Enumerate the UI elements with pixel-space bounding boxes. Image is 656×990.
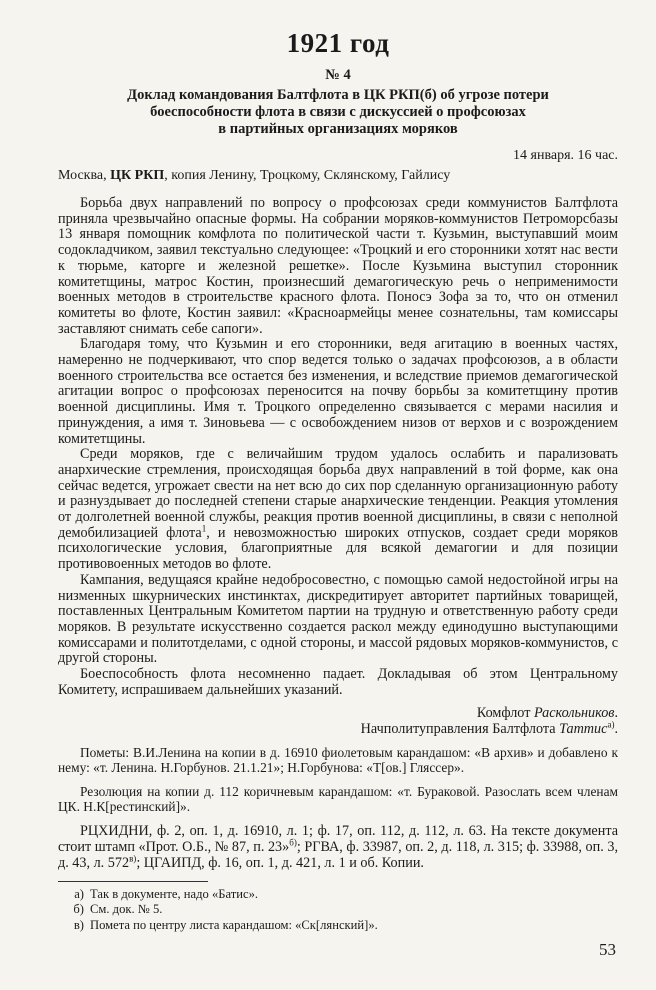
footnote (58, 902, 618, 918)
footnote-mark: б) (73, 902, 84, 916)
page-number: 53 (599, 940, 616, 959)
address-suffix: , копия Ленину, Троцкому, Склянскому, Гайлису (164, 168, 451, 183)
editorial-notes (58, 745, 618, 815)
address-recipient: ЦК РКП (110, 168, 165, 183)
title-line: в партийных организациях моряков (218, 121, 458, 137)
body-paragraph: Борьба двух направлений по вопросу о профсоюзах среди коммунистов Балтфлота приняла чрезвычайно опасные формы. На собрании моряков-коммунистов Петроморсбазы 13 января помощник комфлота по политической части т. Кузьмин, выступавший моим содокладчиком, заявил текстуально следующее: «Троцкий и его сторонники хотят нас вести к тюрьме, каторге и железной решетке». После Кузьмина выступил сторонник комитетщины, матрос Костин, произнесший демагогическую речь о неприменимости военных методов в строительстве красного флота. Поносэ Зофа за то, что он отменил комитеты во флоте, Костин заявил: «Красноармейцы менее сознательны, там комиссары заставляют снимать себе сапоги». (58, 195, 618, 337)
body-paragraph: Боеспособность флота несомненно падает. Докладывая об этом Центральному Комитету, испрашиваем дальнейших указаний. (58, 666, 618, 698)
footnote-mark: а) (74, 886, 84, 901)
title-line: Доклад командования Балтфлота в ЦК РКП(б) об угрозе потери (127, 87, 549, 103)
document-title (58, 87, 618, 138)
footnote-text: Помета по центру листа карандашом: «Ск[лянский]». (90, 917, 378, 932)
signatory-name: Таттис (559, 720, 608, 737)
archive-reference: РЦХИДНИ, ф. 2, оп. 1, д. 16910, л. 1; ф. 17, оп. 112, д. 112, л. 63. На тексте документа стоит штамп «Прот. О.Б., № 87, п. 23»$^{б)}$; РГВА, ф. 33987, оп. 2, д. 118, л. 315; ф. 33988, оп. 3, д. 43, л. $572^{в)}$; ЦГАИПД, ф. 16, оп. 1, д. 421, л. 1 и об. Копии. (58, 822, 619, 871)
title-line: боеспособности флота в связи с дискуссией о профсоюзах (150, 104, 526, 120)
footnote-text: Так в документе, надо «Батис». (90, 886, 259, 901)
year-heading: 1921 год (286, 28, 390, 58)
signature-block (58, 705, 618, 737)
document-number: № 4 (325, 67, 351, 83)
footnote (58, 887, 618, 903)
footnote-divider (58, 881, 208, 882)
footnote-ref: б) (289, 836, 297, 847)
signature-line: Комфлот Раскольников. (476, 704, 618, 721)
note-paragraph: Резолюция на копии д. 112 коричневым карандашом: «т. Бураковой. Разослать всем членам ЦК. Н.К[рестинский]». (58, 783, 618, 814)
footnote-ref: в) (129, 852, 137, 863)
address-prefix: Москва, (58, 168, 111, 183)
document-date: 14 января. 16 час. (513, 148, 618, 163)
footnote-ref: а) (607, 718, 615, 729)
signatory-name: Раскольников (533, 704, 615, 721)
address-line (58, 168, 618, 184)
note-paragraph: Пометы: В.И.Ленина на копии в д. 16910 фиолетовым карандашом: «В архив» и добавлено к нему: «т. Ленина. Н.Горбунов. 21.1.21»; Н.Горбунова: «Т[ов.] Гляссер». (58, 744, 618, 775)
footnote (58, 918, 618, 934)
body-paragraph: Кампания, ведущаяся крайне недобросовестно, с помощью самой недостойной игры на низменных шкурнических инстинктах, дискредитирует авторитет партийных товарищей, поставленных Центральным Комитетом партии на трудную и ответственную работу среди моряков. В результате искусственно создается раскол между единодушно выступающими комиссарами и политотделами, с одной стороны, и массой рядовых моряков-коммунистов, с другой стороны. (58, 571, 618, 667)
signature-line: Начполитуправления Балтфлота Таттис$^{а)}$. (360, 718, 618, 737)
document-page (58, 28, 618, 933)
footnote-text: См. док. № 5. (90, 902, 163, 916)
paragraph-text: Среди моряков, где с величайшим трудом удалось ослабить и парализовать анархические стремления, происходящая борьба двух направлений в той форме, как она сейчас ведется, угрожает свести на нет всю до сих пор сделанную организационную работу и разнуздывает до последней степени старые анархические тенденции. Реакция утомления от долголетней военной службы, реакция против военной дисциплины, в связи с неполной демобилизацией флота (58, 446, 618, 541)
paragraph-text: , и невозможностью широких отпусков, создает среди моряков психологические условия, благоприятные для всякой демагогии и для позиции противовоенных методов во флоте. (58, 524, 619, 573)
footnote-mark: в) (73, 917, 84, 932)
body-paragraph (58, 447, 618, 573)
body-paragraph: Благодаря тому, что Кузьмин и его сторонники, ведя агитацию в военных частях, намеренно не подчеркивают, что спор ведется только о задачах профсоюзов, а в области военного строительства все остается без изменения, и вследствие приемов демагогической агитации вопрос о профсоюзах переносится на почву борьбы за комитетщину против военной дисциплины. Имя т. Троцкого определенно связывается с мерами насилия и принуждения, а имя т. Зиновьева — с освобождением низов от верхов и с возрождением комитетщины. (58, 336, 618, 447)
footnote-ref: 1 (201, 523, 207, 534)
